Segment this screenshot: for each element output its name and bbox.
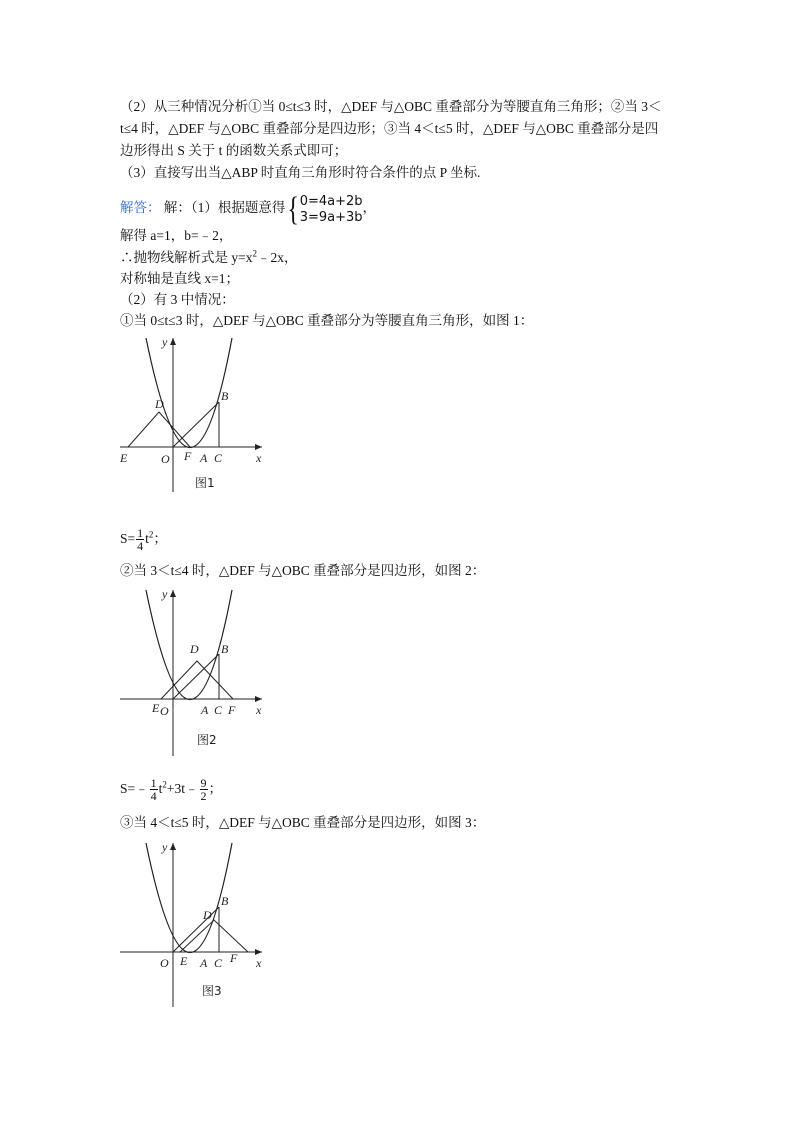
s2-numerator-1: 1 <box>150 776 157 791</box>
figure-1 <box>118 332 278 496</box>
cases-line: （2）有 3 中情况： <box>120 292 235 307</box>
fig1-caption: 图1 <box>195 476 215 490</box>
axis-line: 对称轴是直线 x=1； <box>120 271 239 286</box>
brace-symbol: { <box>287 190 300 228</box>
s1-var: t <box>145 531 149 546</box>
s2-exponent: 2 <box>162 779 167 790</box>
s2-numerator-2: 9 <box>200 776 207 791</box>
system-equations <box>300 194 363 226</box>
analysis-line-3: 边形得出 S 关于 t 的函数关系式即可； <box>120 143 348 158</box>
fig1-label-o: O <box>161 452 170 466</box>
s1-formula <box>120 524 167 554</box>
answer-line <box>120 188 376 229</box>
fig3-label-x: x <box>256 956 262 970</box>
s2-denominator-1: 4 <box>150 789 157 804</box>
fig3-label-a: A <box>200 956 208 970</box>
fig2-label-o: O <box>160 704 169 718</box>
fig1-label-c: C <box>214 451 223 465</box>
s1-tail: ； <box>153 531 167 546</box>
figure-2 <box>118 584 278 760</box>
solution-line: 解得 a=1，b=﹣2， <box>120 228 233 243</box>
s1-numerator: 1 <box>137 526 144 541</box>
parabola-text-a: ∴抛物线解析式是 y=x <box>120 250 253 265</box>
fig3-caption: 图3 <box>202 984 222 998</box>
fig2-label-f: F <box>228 703 236 717</box>
case2-line: ②当 3＜t≤4 时，△DEF 与△OBC 重叠部分是四边形，如图 2： <box>120 563 486 578</box>
fig1-label-d: D <box>155 397 164 411</box>
s1-denominator: 4 <box>137 539 144 554</box>
system-eq-2: 3=9a+3b <box>299 209 363 225</box>
parabola-line <box>120 249 298 267</box>
fig1-label-x: x <box>256 451 262 465</box>
answer-intro: 解：（1）根据题意得 <box>163 200 286 215</box>
s2-fraction-1 <box>150 777 158 802</box>
fig1-label-a: A <box>200 451 208 465</box>
analysis-line-2: t≤4 时，△DEF 与△OBC 重叠部分是四边形；③当 4＜t≤5 时，△DEF 与△OBC 重叠部分是四 <box>120 121 659 136</box>
fig2-label-y: y <box>162 587 168 601</box>
system-eq-1: 0=4a+2b <box>299 193 363 209</box>
s2-formula <box>120 774 222 804</box>
fig1-label-e: E <box>120 451 128 465</box>
answer-label: 解答： <box>120 200 161 215</box>
fig1-label-f: F <box>184 449 192 463</box>
fig3-label-b: B <box>221 894 229 908</box>
parabola-text-b: ﹣2x， <box>257 250 298 265</box>
fig3-label-c: C <box>214 956 223 970</box>
fig3-label-y: y <box>162 840 168 854</box>
analysis-line-1: （2）从三种情况分析①当 0≤t≤3 时，△DEF 与△OBC 重叠部分为等腰直角三角形；②当 3＜ <box>120 99 662 114</box>
parabola-exponent: 2 <box>252 248 257 259</box>
case3-line: ③当 4＜t≤5 时，△DEF 与△OBC 重叠部分是四边形，如图 3： <box>120 815 486 830</box>
fig2-label-d: D <box>190 642 199 656</box>
s2-prefix: S=﹣ <box>120 781 149 796</box>
fig2-label-c: C <box>214 703 223 717</box>
s2-tail: ； <box>208 781 223 796</box>
fig1-label-y: y <box>162 335 168 349</box>
s1-exponent: 2 <box>148 529 154 540</box>
figure-3 <box>118 837 278 1011</box>
s2-denominator-2: 2 <box>200 789 207 804</box>
s1-fraction <box>136 527 144 552</box>
fig2-caption: 图2 <box>197 733 217 747</box>
fig2-label-e: E <box>152 701 160 715</box>
s1-prefix: S= <box>120 531 136 546</box>
fig3-label-o: O <box>160 956 169 970</box>
fig2-label-a: A <box>201 703 209 717</box>
equation-system <box>285 189 362 229</box>
case1-line: ①当 0≤t≤3 时，△DEF 与△OBC 重叠部分为等腰直角三角形，如图 1： <box>120 313 534 328</box>
fig2-label-x: x <box>256 703 262 717</box>
s2-middle: +3t﹣ <box>166 781 199 796</box>
fig3-label-e: E <box>180 954 188 968</box>
system-tail: ， <box>362 200 377 215</box>
s2-fraction-2 <box>200 777 208 802</box>
fig3-label-d: D <box>203 908 212 922</box>
fig3-label-f: F <box>230 951 238 965</box>
s2-var: t <box>158 781 163 796</box>
fig2-label-b: B <box>221 642 229 656</box>
analysis-line-4: （3）直接写出当△ABP 时直角三角形时符合条件的点 P 坐标. <box>120 165 481 180</box>
fig1-label-b: B <box>221 389 229 403</box>
